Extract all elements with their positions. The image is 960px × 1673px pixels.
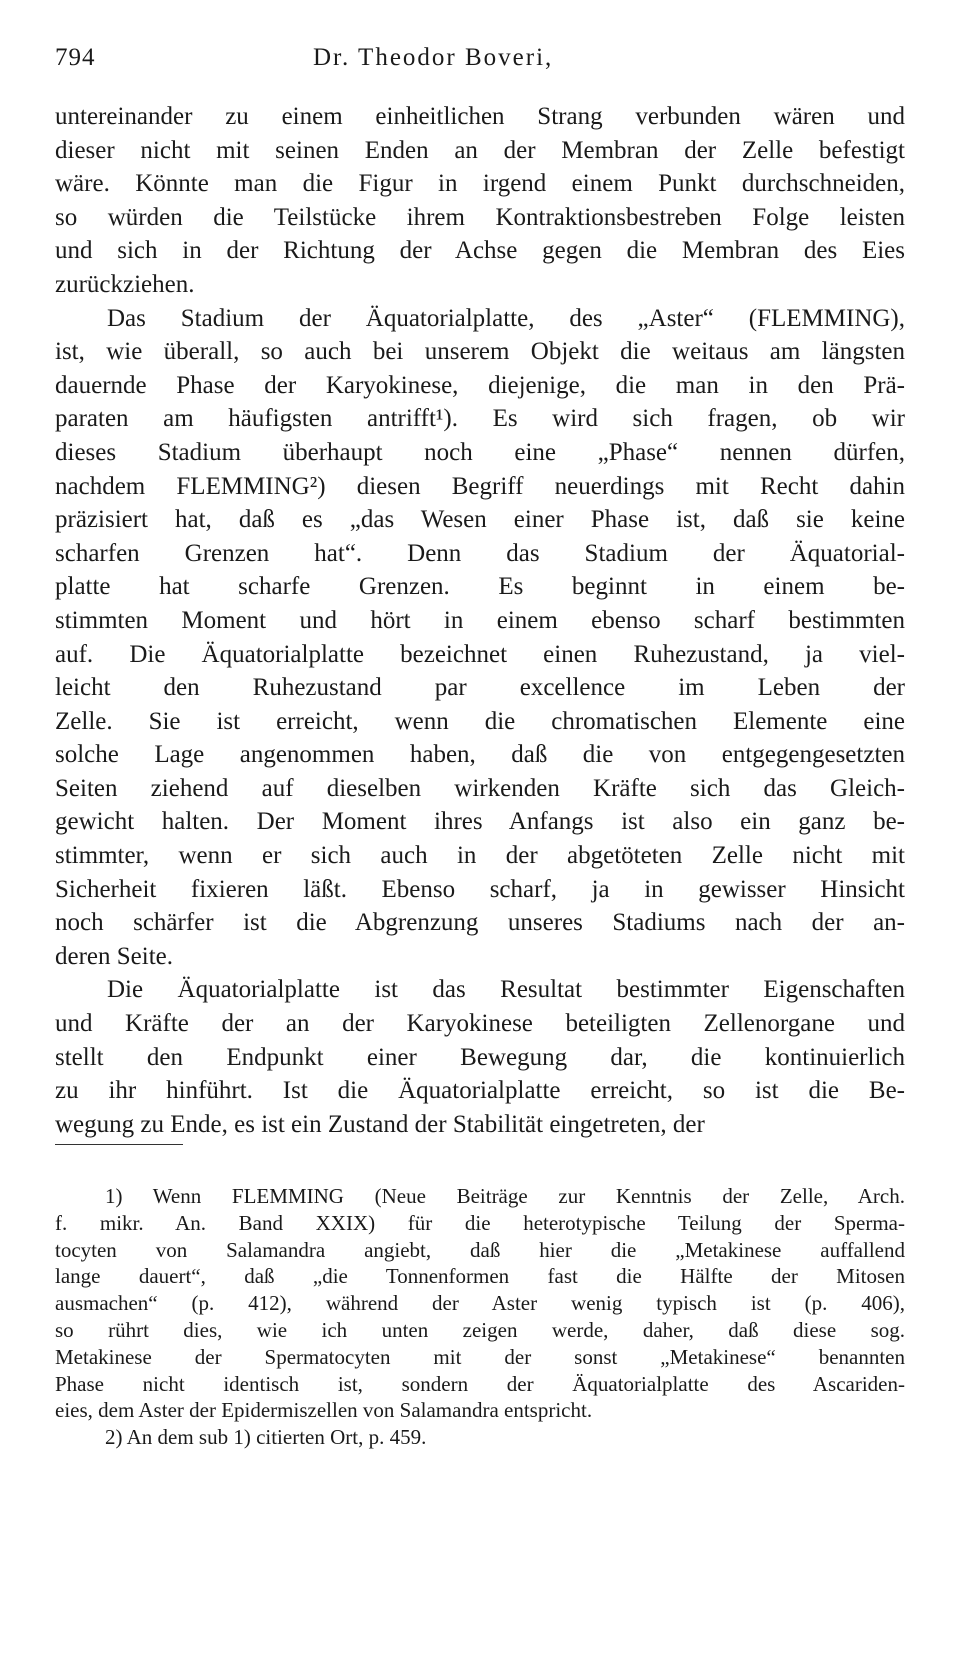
running-title: Dr. Theodor Boveri, xyxy=(313,44,554,71)
text-line: Zelle. Sie ist erreicht, wenn die chromatischen Elemente eine xyxy=(55,707,905,735)
page-header xyxy=(55,44,905,80)
text-line: Die Äquatorialplatte ist das Resultat bestimmter Eigenschaften xyxy=(107,976,905,1004)
text-line: Das Stadium der Äquatorialplatte, des „Aster“ (FLEMMING), xyxy=(107,304,905,332)
text-line: wegung zu Ende, es ist ein Zustand der Stabilität eingetreten, der xyxy=(55,1110,705,1138)
text-line: Seiten ziehend auf dieselben wirkenden Kräfte sich das Gleich- xyxy=(55,774,905,802)
text-line: untereinander zu einem einheitlichen Strang verbunden wären und xyxy=(55,103,905,130)
text-line: zu ihr hinführt. Ist die Äquatorialplatte erreicht, so ist die Be- xyxy=(55,1077,905,1105)
text-line: platte hat scharfe Grenzen. Es beginnt in einem be- xyxy=(55,573,905,601)
footnote-line: 1) Wenn FLEMMING (Neue Beiträge zur Kenntnis der Zelle, Arch. xyxy=(105,1184,905,1208)
footnote-line: tocyten von Salamandra angiebt, daß hier die „Metakinese auffallend xyxy=(55,1237,905,1262)
text-line: ist, wie überall, so auch bei unserem Objekt die weitaus am längsten xyxy=(55,338,905,366)
body-text xyxy=(55,100,905,1141)
text-line: nachdem FLEMMING²) diesen Begriff neuerdings mit Recht dahin xyxy=(55,472,905,500)
footnote-separator xyxy=(55,1144,183,1145)
text-line: stimmten Moment und hört in einem ebenso scharf bestimmten xyxy=(55,606,905,634)
text-line: gewicht halten. Der Moment ihres Anfangs ist also ein ganz be- xyxy=(55,808,905,836)
text-line: noch schärfer ist die Abgrenzung unseres Stadiums nach der an- xyxy=(55,909,905,937)
text-line: zurückziehen. xyxy=(55,270,195,298)
text-line: dieses Stadium überhaupt noch eine „Phase“ nennen dürfen, xyxy=(55,438,905,466)
footnote-line: lange dauert“, daß „die Tonnenformen fast die Hälfte der Mitosen xyxy=(55,1264,905,1289)
text-line: so würden die Teilstücke ihrem Kontraktionsbestreben Folge leisten xyxy=(55,203,905,231)
text-line: wäre. Könnte man die Figur in irgend einem Punkt durchschneiden, xyxy=(55,170,905,198)
footnote-line: Metakinese der Spermatocyten mit der sonst „Metakinese“ benannten xyxy=(55,1344,905,1369)
footnote-line: Phase nicht identisch ist, sondern der Äquatorialplatte des Ascariden- xyxy=(55,1371,905,1396)
text-line: deren Seite. xyxy=(55,942,174,970)
footnote-line: so rührt dies, wie ich unten zeigen werde, daher, daß diese sog. xyxy=(55,1317,905,1342)
text-line: und sich in der Richtung der Achse gegen die Membran des Eies xyxy=(55,237,905,265)
text-line: auf. Die Äquatorialplatte bezeichnet einen Ruhezustand, ja viel- xyxy=(55,640,905,668)
text-line: scharfen Grenzen hat“. Denn das Stadium der Äquatorial- xyxy=(55,539,905,567)
text-line: solche Lage angenommen haben, daß die von entgegengesetzten xyxy=(55,741,905,769)
footnotes xyxy=(55,1183,905,1451)
text-line: präzisiert hat, daß es „das Wesen einer Phase ist, daß sie keine xyxy=(55,506,905,534)
text-line: stimmter, wenn er sich auch in der abgetöteten Zelle nicht mit xyxy=(55,842,905,870)
footnote-line: f. mikr. An. Band XXIX) für die heterotypische Teilung der Sperma- xyxy=(55,1210,905,1235)
text-line: stellt den Endpunkt einer Bewegung dar, die kontinuierlich xyxy=(55,1043,905,1071)
text-line: dieser nicht mit seinen Enden an der Membran der Zelle befestigt xyxy=(55,136,905,164)
footnote-line: ausmachen“ (p. 412), während der Aster wenig typisch ist (p. 406), xyxy=(55,1291,905,1316)
text-line: paraten am häufigsten antrifft¹). Es wird sich fragen, ob wir xyxy=(55,405,905,433)
page-number: 794 xyxy=(55,44,96,71)
text-line: leicht den Ruhezustand par excellence im Leben der xyxy=(55,674,905,702)
text-line: und Kräfte der an der Karyokinese beteiligten Zellenorgane und xyxy=(55,1010,905,1038)
text-line: Sicherheit fixieren läßt. Ebenso scharf, ja in gewisser Hinsicht xyxy=(55,875,905,903)
footnote-line: 2) An dem sub 1) citierten Ort, p. 459. xyxy=(105,1425,427,1450)
text-line: dauernde Phase der Karyokinese, diejenige, die man in den Prä- xyxy=(55,371,905,399)
footnote-line: eies, dem Aster der Epidermiszellen von Salamandra entspricht. xyxy=(55,1398,593,1423)
